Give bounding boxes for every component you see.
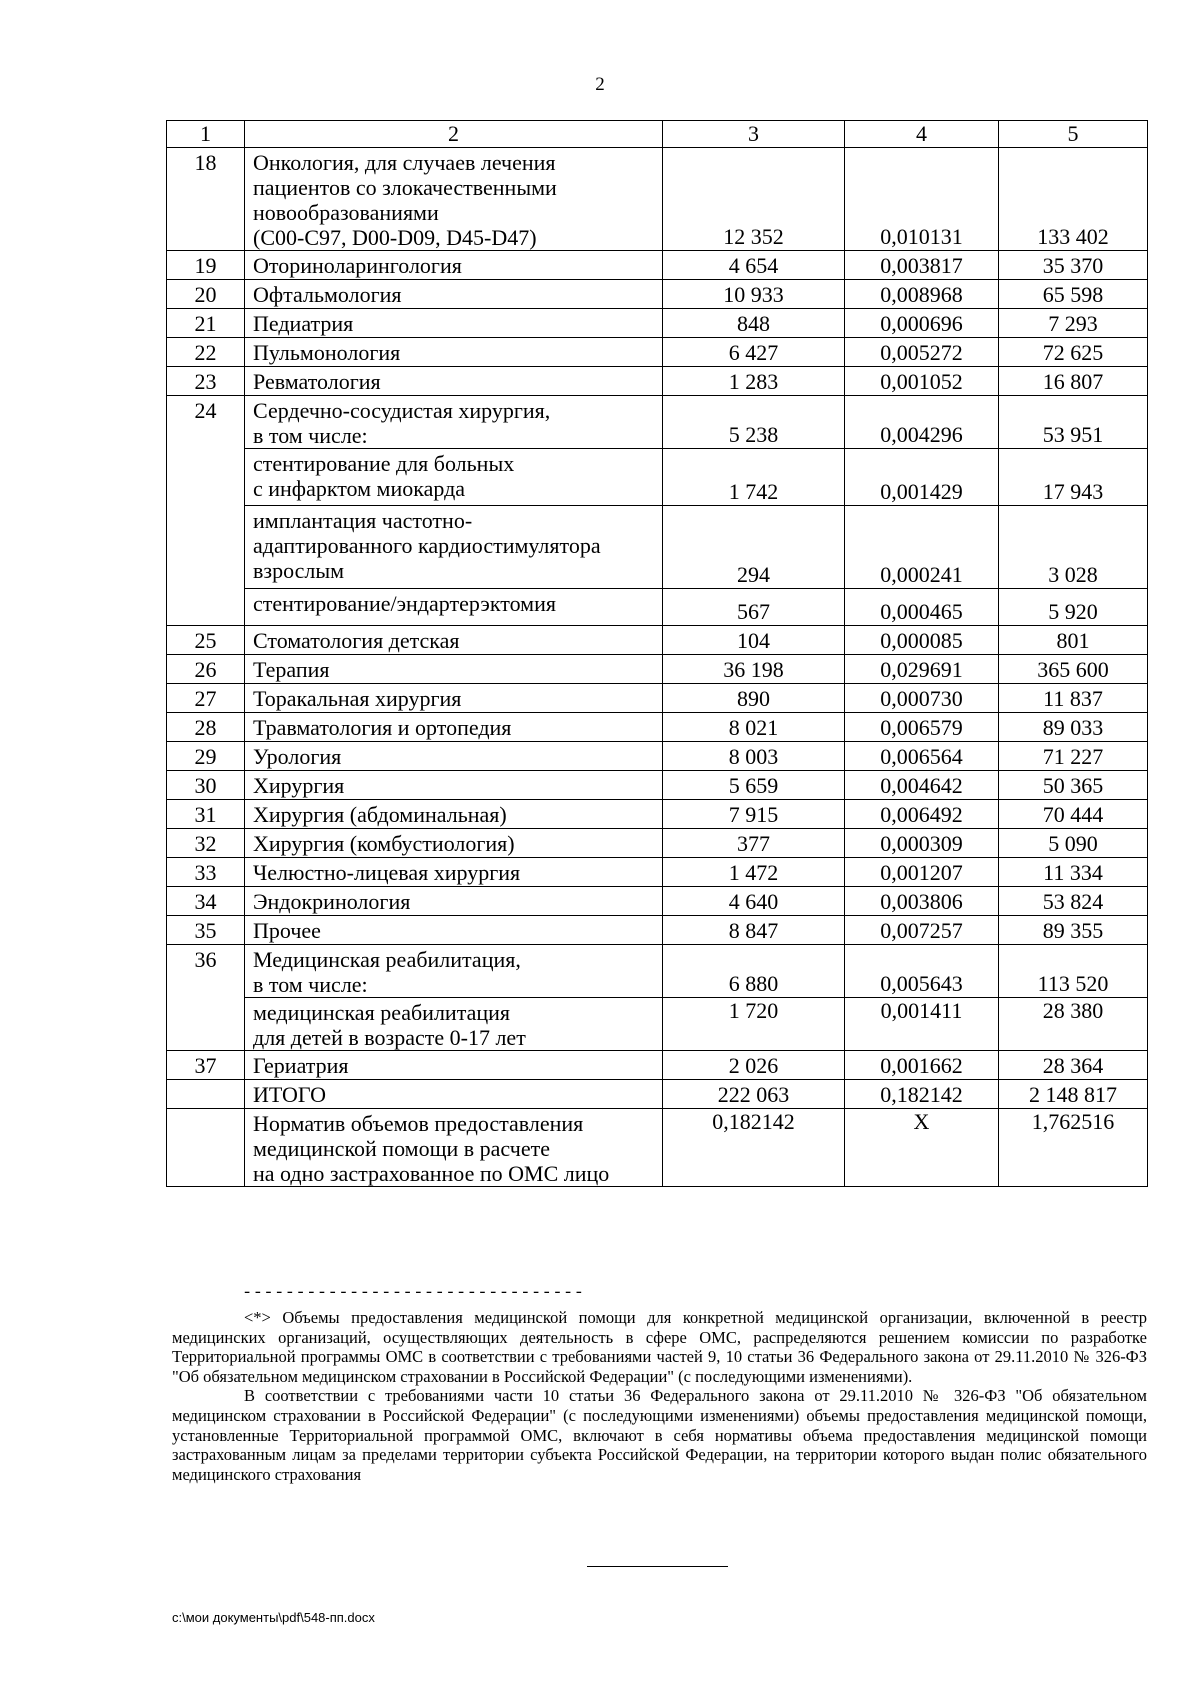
table-header-row <box>167 121 1148 148</box>
cell-c4: 0,000465 <box>845 589 999 626</box>
cell-c3: 0,182142 <box>663 1109 845 1187</box>
cell-c3: 294 <box>663 506 845 589</box>
cell-c4: 0,010131 <box>845 148 999 251</box>
row-name-line: Прочее <box>253 918 321 943</box>
row-number: 33 <box>167 858 245 887</box>
header-col-1: 1 <box>167 121 245 148</box>
row-name-line: Офтальмология <box>253 282 402 307</box>
table-row <box>167 506 1148 589</box>
cell-c5: 70 444 <box>999 800 1148 829</box>
row-name-line: адаптированного кардиостимулятора <box>253 533 601 558</box>
cell-c5: 11 334 <box>999 858 1148 887</box>
table-row <box>167 829 1148 858</box>
row-name <box>245 506 663 589</box>
cell-c4: 0,001429 <box>845 449 999 506</box>
row-name-line: Травматология и ортопедия <box>253 715 512 740</box>
row-name <box>245 713 663 742</box>
table-row <box>167 998 1148 1051</box>
cell-c3: 8 847 <box>663 916 845 945</box>
cell-c4: 0,005643 <box>845 945 999 998</box>
cell-c3: 5 659 <box>663 771 845 800</box>
table-row <box>167 916 1148 945</box>
table-row <box>167 742 1148 771</box>
cell-c5: 53 951 <box>999 396 1148 449</box>
row-name-line: имплантация частотно- <box>253 508 473 533</box>
cell-c4: 0,001207 <box>845 858 999 887</box>
table-row <box>167 800 1148 829</box>
row-name-line: (C00-C97, D00-D09, D45-D47) <box>253 225 537 250</box>
cell-c4: 0,029691 <box>845 655 999 684</box>
cell-c5: 5 090 <box>999 829 1148 858</box>
separator-line <box>587 1566 728 1567</box>
cell-c3: 222 063 <box>663 1080 845 1109</box>
row-name-line: Хирургия (комбустиология) <box>253 831 515 856</box>
row-name <box>245 887 663 916</box>
cell-c3: 8 003 <box>663 742 845 771</box>
cell-c5: 11 837 <box>999 684 1148 713</box>
row-name <box>245 1051 663 1080</box>
row-name-line: для детей в возрасте 0-17 лет <box>253 1025 526 1050</box>
row-number: 30 <box>167 771 245 800</box>
row-name-line: Пульмонология <box>253 340 401 365</box>
row-number: 27 <box>167 684 245 713</box>
row-name-line: медицинской помощи в расчете <box>253 1136 550 1161</box>
cell-c4: 0,006579 <box>845 713 999 742</box>
cell-c3: 1 742 <box>663 449 845 506</box>
cell-c4: 0,001662 <box>845 1051 999 1080</box>
row-name <box>245 396 663 449</box>
table-row <box>167 626 1148 655</box>
table-row <box>167 148 1148 251</box>
header-col-3: 3 <box>663 121 845 148</box>
cell-c3: 10 933 <box>663 280 845 309</box>
row-name <box>245 367 663 396</box>
cell-c3: 1 720 <box>663 998 845 1051</box>
row-number: 35 <box>167 916 245 945</box>
row-name <box>245 998 663 1051</box>
cell-c5: 365 600 <box>999 655 1148 684</box>
cell-c5: 53 824 <box>999 887 1148 916</box>
cell-c3: 6 880 <box>663 945 845 998</box>
cell-c4: 0,182142 <box>845 1080 999 1109</box>
cell-c3: 567 <box>663 589 845 626</box>
row-number: 29 <box>167 742 245 771</box>
row-number: 36 <box>167 945 245 1051</box>
cell-c3: 5 238 <box>663 396 845 449</box>
table-row <box>167 309 1148 338</box>
header-col-5: 5 <box>999 121 1148 148</box>
cell-c3: 377 <box>663 829 845 858</box>
row-name-line: в том числе: <box>253 423 368 448</box>
row-number: 28 <box>167 713 245 742</box>
row-name-line: Гериатрия <box>253 1053 349 1078</box>
cell-c4: 0,000730 <box>845 684 999 713</box>
row-number: 19 <box>167 251 245 280</box>
row-name <box>245 858 663 887</box>
table-row <box>167 280 1148 309</box>
row-name-line: Оториноларингология <box>253 253 462 278</box>
row-name-line: Стоматология детская <box>253 628 460 653</box>
cell-c4: 0,000085 <box>845 626 999 655</box>
cell-c4: 0,006492 <box>845 800 999 829</box>
row-name-line: Урология <box>253 744 342 769</box>
row-number: 34 <box>167 887 245 916</box>
table-row <box>167 1080 1148 1109</box>
cell-c4: 0,004296 <box>845 396 999 449</box>
cell-c5: 65 598 <box>999 280 1148 309</box>
table-row <box>167 713 1148 742</box>
row-name-line: стентирование/эндартерэктомия <box>253 591 556 616</box>
cell-c5: 113 520 <box>999 945 1148 998</box>
cell-c3: 848 <box>663 309 845 338</box>
row-name-line: ИТОГО <box>253 1082 326 1107</box>
table-row <box>167 684 1148 713</box>
cell-c3: 1 472 <box>663 858 845 887</box>
footnote-text: <*> Объемы предоставления медицинской помощи для конкретной медицинской организации, включенной в реестр медицинских организаций, осуществляющих деятельность в сфере ОМС, распределяются решением комиссии по разработке Территориальной программы ОМС в соответствии с требованиями частей 9, 10 статьи 36 Федерального закона от 29.11.2010 № 326-ФЗ "Об обязательном медицинском страховании в Российской Федерации" (с последующими изменениями). <box>172 1308 1147 1386</box>
cell-c5: 28 364 <box>999 1051 1148 1080</box>
cell-c5: 89 355 <box>999 916 1148 945</box>
row-name <box>245 771 663 800</box>
row-number <box>167 1080 245 1109</box>
cell-c5: 35 370 <box>999 251 1148 280</box>
table-row <box>167 396 1148 449</box>
row-name-line: Ревматология <box>253 369 381 394</box>
cell-c4: 0,004642 <box>845 771 999 800</box>
table-row <box>167 887 1148 916</box>
cell-c3: 104 <box>663 626 845 655</box>
row-name <box>245 945 663 998</box>
row-name-line: новообразованиями <box>253 200 439 225</box>
row-name-line: Хирургия (абдоминальная) <box>253 802 507 827</box>
table-row <box>167 338 1148 367</box>
table-row <box>167 589 1148 626</box>
row-name <box>245 742 663 771</box>
row-name <box>245 916 663 945</box>
cell-c4: 0,000696 <box>845 309 999 338</box>
row-name <box>245 148 663 251</box>
cell-c5: 133 402 <box>999 148 1148 251</box>
cell-c5: 3 028 <box>999 506 1148 589</box>
note-paragraph: В соответствии с требованиями части 10 статьи 36 Федерального закона от 29.11.2010 № 326-ФЗ "Об обязательном медицинском страховании в Российской Федерации" (с последующими изменениями) объемы предоставления медицинской помощи, установленные Территориальной программой ОМС, включают в себя нормативы объема предоставления медицинской помощи застрахованным лицам за пределами территории субъекта Российской Федерации, на территории которого выдан полис обязательного медицинского страхования <box>172 1386 1147 1484</box>
row-name <box>245 655 663 684</box>
table-row <box>167 945 1148 998</box>
row-name <box>245 280 663 309</box>
cell-c4: 0,008968 <box>845 280 999 309</box>
cell-c4: 0,000309 <box>845 829 999 858</box>
row-name-line: Норматив объемов предоставления <box>253 1111 584 1136</box>
row-name-line: Челюстно-лицевая хирургия <box>253 860 521 885</box>
row-name <box>245 626 663 655</box>
row-name <box>245 829 663 858</box>
cell-c3: 7 915 <box>663 800 845 829</box>
row-name <box>245 338 663 367</box>
cell-c5: 1,762516 <box>999 1109 1148 1187</box>
table-row <box>167 449 1148 506</box>
row-number: 20 <box>167 280 245 309</box>
cell-c3: 1 283 <box>663 367 845 396</box>
cell-c5: 72 625 <box>999 338 1148 367</box>
row-name-line: взрослым <box>253 558 345 583</box>
cell-c3: 2 026 <box>663 1051 845 1080</box>
header-col-2: 2 <box>245 121 663 148</box>
table-row <box>167 858 1148 887</box>
table-row <box>167 1051 1148 1080</box>
cell-c5: 5 920 <box>999 589 1148 626</box>
row-name-line: в том числе: <box>253 972 368 997</box>
volume-table <box>166 120 1148 1187</box>
row-name-line: медицинская реабилитация <box>253 1000 511 1025</box>
row-name <box>245 251 663 280</box>
cell-c4: 0,003806 <box>845 887 999 916</box>
row-number: 25 <box>167 626 245 655</box>
cell-c3: 4 640 <box>663 887 845 916</box>
cell-c5: 71 227 <box>999 742 1148 771</box>
cell-c5: 7 293 <box>999 309 1148 338</box>
row-name <box>245 1109 663 1187</box>
cell-c3: 6 427 <box>663 338 845 367</box>
table-row <box>167 1109 1148 1187</box>
row-name-line: Эндокринология <box>253 889 411 914</box>
cell-c4: 0,000241 <box>845 506 999 589</box>
row-name <box>245 449 663 506</box>
footnotes <box>172 1308 1147 1484</box>
row-number: 26 <box>167 655 245 684</box>
row-name-line: стентирование для больных <box>253 451 515 476</box>
row-name-line: Терапия <box>253 657 330 682</box>
row-number <box>167 1109 245 1187</box>
cell-c4: 0,001411 <box>845 998 999 1051</box>
row-name-line: Сердечно-сосудистая хирургия, <box>253 398 551 423</box>
cell-c3: 36 198 <box>663 655 845 684</box>
row-number: 21 <box>167 309 245 338</box>
row-number: 31 <box>167 800 245 829</box>
row-name-line: на одно застрахованное по ОМС лицо <box>253 1161 610 1186</box>
row-name-line: пациентов со злокачественными <box>253 175 557 200</box>
cell-c3: 12 352 <box>663 148 845 251</box>
cell-c4: 0,006564 <box>845 742 999 771</box>
cell-c3: 890 <box>663 684 845 713</box>
row-number: 18 <box>167 148 245 251</box>
row-name-line: Хирургия <box>253 773 345 798</box>
row-name <box>245 589 663 626</box>
cell-c5: 28 380 <box>999 998 1148 1051</box>
table-row <box>167 771 1148 800</box>
header-col-4: 4 <box>845 121 999 148</box>
cell-c4: 0,003817 <box>845 251 999 280</box>
cell-c5: 16 807 <box>999 367 1148 396</box>
row-name-line: Медицинская реабилитация, <box>253 947 521 972</box>
cell-c5: 50 365 <box>999 771 1148 800</box>
cell-c3: 4 654 <box>663 251 845 280</box>
cell-c4: 0,007257 <box>845 916 999 945</box>
cell-c4: X <box>845 1109 999 1187</box>
row-number: 24 <box>167 396 245 626</box>
cell-c5: 2 148 817 <box>999 1080 1148 1109</box>
row-name-line: Онкология, для случаев лечения <box>253 150 556 175</box>
cell-c5: 89 033 <box>999 713 1148 742</box>
row-name-line: с инфарктом миокарда <box>253 476 466 501</box>
row-number: 32 <box>167 829 245 858</box>
table-row <box>167 251 1148 280</box>
row-name-line: Педиатрия <box>253 311 354 336</box>
row-name <box>245 1080 663 1109</box>
table-row <box>167 655 1148 684</box>
cell-c4: 0,005272 <box>845 338 999 367</box>
row-name <box>245 800 663 829</box>
row-name <box>245 309 663 338</box>
row-name <box>245 684 663 713</box>
cell-c3: 8 021 <box>663 713 845 742</box>
table-row <box>167 367 1148 396</box>
row-number: 37 <box>167 1051 245 1080</box>
row-number: 22 <box>167 338 245 367</box>
file-path: c:\мои документы\pdf\548-пп.docx <box>172 1610 375 1625</box>
page-number: 2 <box>595 74 605 95</box>
cell-c5: 801 <box>999 626 1148 655</box>
row-number: 23 <box>167 367 245 396</box>
cell-c4: 0,001052 <box>845 367 999 396</box>
cell-c5: 17 943 <box>999 449 1148 506</box>
row-name-line: Торакальная хирургия <box>253 686 462 711</box>
footnote-separator: -------------------------------- <box>242 1284 585 1303</box>
